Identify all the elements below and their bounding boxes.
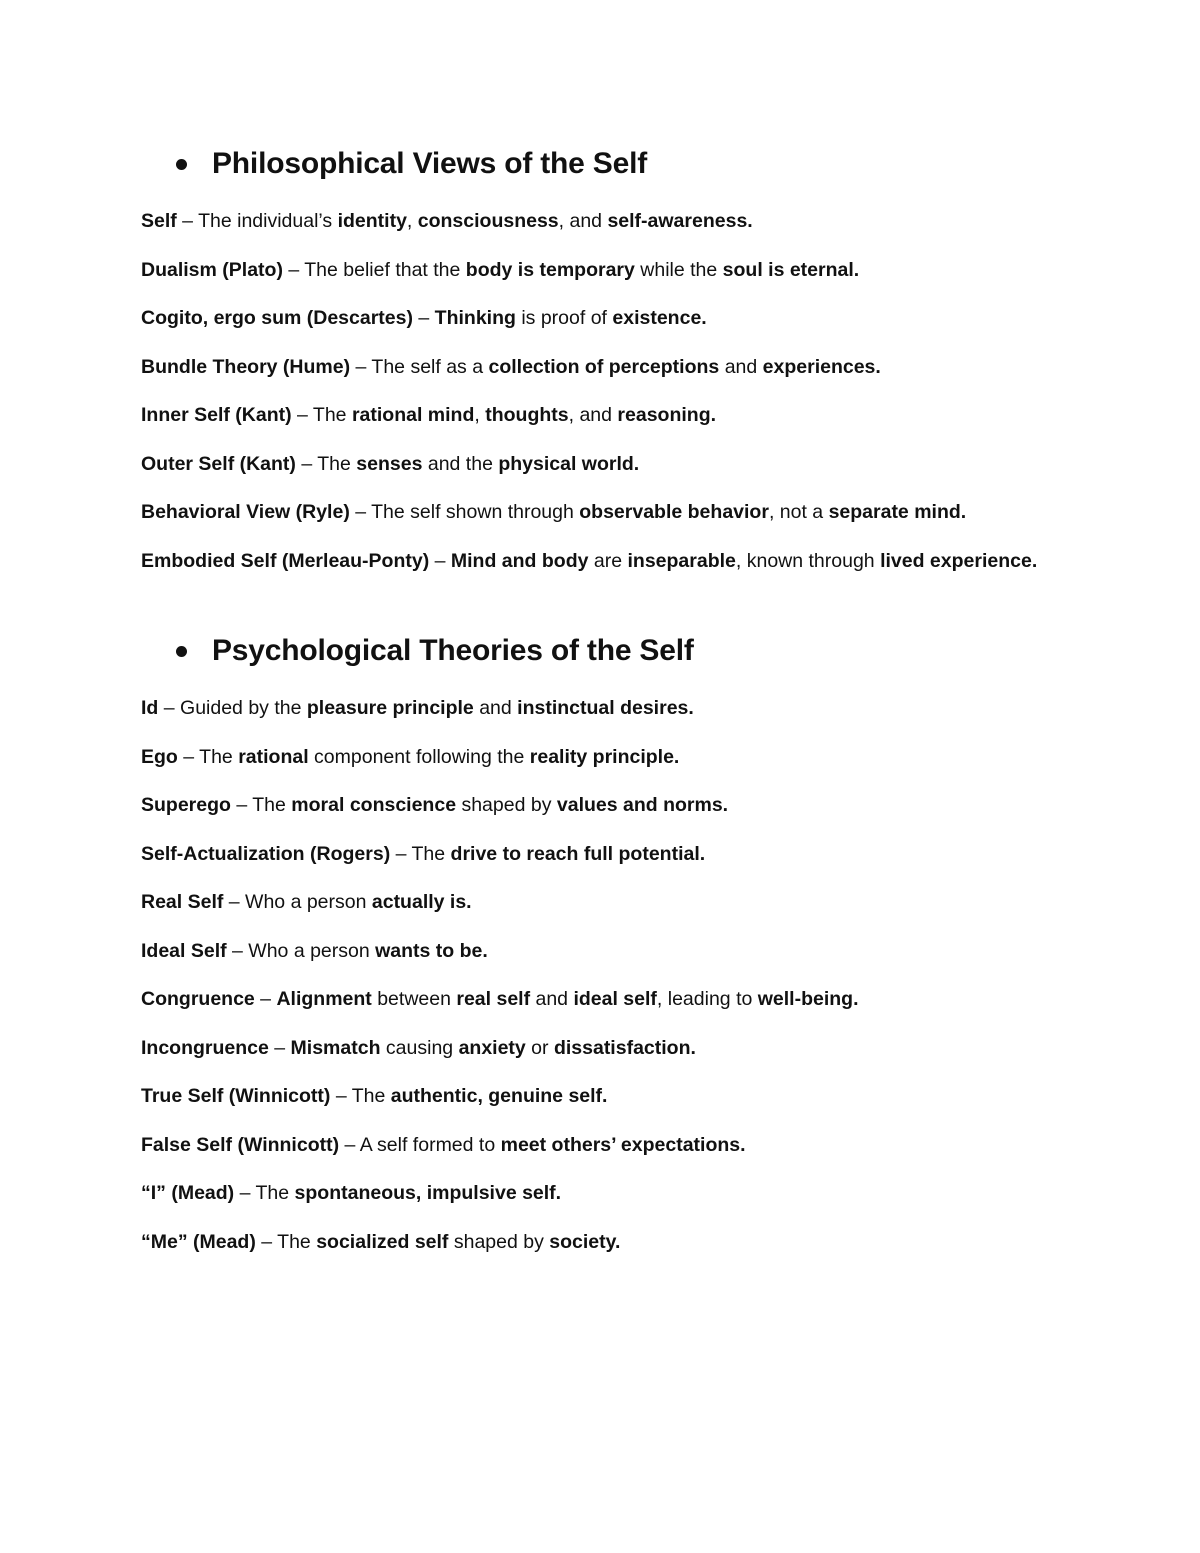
definition-term: Superego — [141, 794, 231, 816]
definition-entry — [141, 1226, 1041, 1258]
definition-entry — [141, 886, 1041, 918]
definition-term: Cogito, ergo sum (Descartes) — [141, 307, 413, 329]
definition-term: Self — [141, 210, 177, 232]
definition-text: , known through — [735, 549, 881, 572]
section-heading-text: Psychological Theories of the Self — [212, 634, 694, 667]
section-heading-psychological — [176, 633, 694, 669]
definition-keyword: values and norms. — [556, 794, 729, 816]
definition-term: Outer Self (Kant) — [141, 452, 296, 475]
definition-keyword: reality principle. — [529, 745, 680, 768]
definition-text: , — [474, 404, 486, 426]
definition-term: Real Self — [141, 891, 224, 913]
definition-entry — [141, 692, 1041, 724]
psychological-entries — [141, 692, 1041, 1258]
definition-keyword: self-awareness. — [607, 210, 753, 232]
definition-entry — [141, 789, 1041, 821]
definition-term: Congruence — [141, 988, 255, 1010]
definition-keyword: consciousness — [417, 210, 559, 232]
definition-entry — [141, 448, 1041, 480]
definition-text: , and — [558, 210, 608, 232]
definition-keyword: body is temporary — [465, 258, 635, 281]
definition-keyword: instinctual desires. — [517, 697, 694, 719]
definition-text: component following the — [308, 745, 530, 768]
definition-text: – The — [230, 794, 292, 816]
definition-text: or — [525, 1036, 554, 1059]
definition-keyword: physical world. — [498, 452, 640, 475]
definition-term: Ideal Self — [141, 939, 227, 962]
bullet-icon — [176, 159, 187, 170]
definition-entry — [141, 496, 1041, 528]
definition-text: – The self shown through — [349, 501, 580, 523]
section-heading-text: Philosophical Views of the Self — [212, 147, 648, 180]
definition-text: – The — [234, 1182, 295, 1204]
definition-keyword: actually is. — [371, 891, 472, 913]
definition-term: Dualism (Plato) — [141, 258, 283, 281]
definition-text: – The self as a — [350, 355, 489, 378]
definition-text: , leading to — [656, 988, 758, 1010]
definition-text: causing — [380, 1036, 459, 1059]
definition-keyword: drive to reach full potential. — [450, 842, 706, 865]
definition-entry — [141, 545, 1041, 577]
definition-text: – The — [330, 1085, 391, 1107]
definition-text: – The — [255, 1230, 317, 1253]
definition-entry — [141, 838, 1041, 870]
definition-keyword: reasoning. — [617, 404, 717, 426]
definition-keyword: Mismatch — [290, 1036, 381, 1059]
definition-entry — [141, 302, 1041, 334]
definition-text: – — [429, 549, 451, 572]
definition-text: shaped by — [448, 1230, 550, 1253]
definition-keyword: anxiety — [458, 1036, 526, 1059]
definition-keyword: observable behavior — [579, 501, 769, 523]
definition-text: – — [412, 307, 435, 329]
definition-keyword: Alignment — [276, 988, 372, 1010]
definition-text: and — [473, 697, 518, 719]
definition-text: – Guided by the — [158, 697, 307, 719]
definition-term: “Me” (Mead) — [141, 1230, 256, 1253]
definition-text: – The — [295, 452, 357, 475]
definition-text: , and — [568, 404, 618, 426]
definition-keyword: rational mind — [351, 404, 475, 426]
definition-keyword: inseparable — [627, 549, 736, 572]
definition-keyword: lived experience. — [880, 549, 1038, 572]
definition-keyword: Thinking — [434, 307, 516, 329]
definition-term: Ego — [141, 745, 178, 768]
definition-term: Id — [141, 697, 159, 719]
definition-entry — [141, 1129, 1041, 1161]
philosophical-entries — [141, 205, 1041, 577]
definition-text: , not a — [768, 501, 829, 523]
bullet-icon — [176, 646, 187, 657]
definition-text: – The individual’s — [176, 210, 338, 232]
definition-keyword: pleasure principle — [306, 697, 474, 719]
definition-text: – The — [177, 745, 239, 768]
definition-term: “I” (Mead) — [141, 1182, 235, 1204]
definition-text: and — [719, 355, 763, 378]
definition-text: , — [406, 210, 418, 232]
definition-keyword: society. — [549, 1230, 621, 1253]
definition-text: between — [371, 988, 457, 1010]
definition-keyword: rational — [238, 745, 309, 768]
definition-text: and the — [422, 452, 499, 475]
definition-term: Self-Actualization (Rogers) — [141, 842, 391, 865]
definition-keyword: socialized self — [316, 1230, 449, 1253]
definition-keyword: identity — [337, 210, 407, 232]
definition-text: is proof of — [515, 307, 613, 329]
definition-text: while the — [634, 258, 723, 281]
definition-entry — [141, 935, 1041, 967]
definition-term: True Self (Winnicott) — [141, 1085, 331, 1107]
definition-text: are — [588, 549, 628, 572]
definition-entry — [141, 1032, 1041, 1064]
definition-entry — [141, 1177, 1041, 1209]
definition-keyword: meet others’ expectations. — [500, 1133, 746, 1156]
definition-term: Bundle Theory (Hume) — [141, 355, 351, 378]
definition-text: – — [254, 988, 277, 1010]
definition-keyword: thoughts — [485, 404, 569, 426]
definition-entry — [141, 351, 1041, 383]
definition-keyword: existence. — [612, 307, 707, 329]
definition-text: – The — [291, 404, 352, 426]
definition-keyword: real self — [456, 988, 531, 1010]
definition-entry — [141, 205, 1041, 237]
definition-term: False Self (Winnicott) — [141, 1133, 340, 1156]
definition-keyword: experiences. — [762, 355, 881, 378]
definition-keyword: well-being. — [757, 988, 859, 1010]
definition-term: Inner Self (Kant) — [141, 404, 292, 426]
definition-keyword: soul is eternal. — [722, 258, 860, 281]
definition-term: Embodied Self (Merleau-Ponty) — [141, 549, 430, 572]
definition-keyword: authentic, genuine self. — [390, 1085, 608, 1107]
definition-entry — [141, 1080, 1041, 1112]
definition-keyword: Mind and body — [450, 549, 589, 572]
definition-text: shaped by — [456, 794, 557, 816]
definition-keyword: collection of perceptions — [488, 355, 720, 378]
definition-keyword: senses — [356, 452, 423, 475]
definition-keyword: spontaneous, impulsive self. — [294, 1182, 562, 1204]
definition-text: – The — [390, 842, 451, 865]
definition-entry — [141, 741, 1041, 773]
definition-keyword: dissatisfaction. — [553, 1036, 696, 1059]
definition-text: – The belief that the — [282, 258, 466, 281]
definition-text: – A self formed to — [339, 1133, 501, 1156]
section-heading-philosophical — [176, 146, 647, 182]
definition-text: – Who a person — [223, 891, 372, 913]
definition-text: – Who a person — [226, 939, 376, 962]
definition-entry — [141, 399, 1041, 431]
definition-keyword: moral conscience — [291, 794, 457, 816]
definition-keyword: wants to be. — [375, 939, 488, 962]
definition-entry — [141, 983, 1041, 1015]
definition-keyword: ideal self — [573, 988, 657, 1010]
definition-keyword: separate mind. — [828, 501, 967, 523]
definition-text: and — [530, 988, 574, 1010]
definition-text: – — [268, 1036, 291, 1059]
definition-term: Behavioral View (Ryle) — [141, 501, 350, 523]
definition-term: Incongruence — [141, 1036, 269, 1059]
definition-entry — [141, 254, 1041, 286]
